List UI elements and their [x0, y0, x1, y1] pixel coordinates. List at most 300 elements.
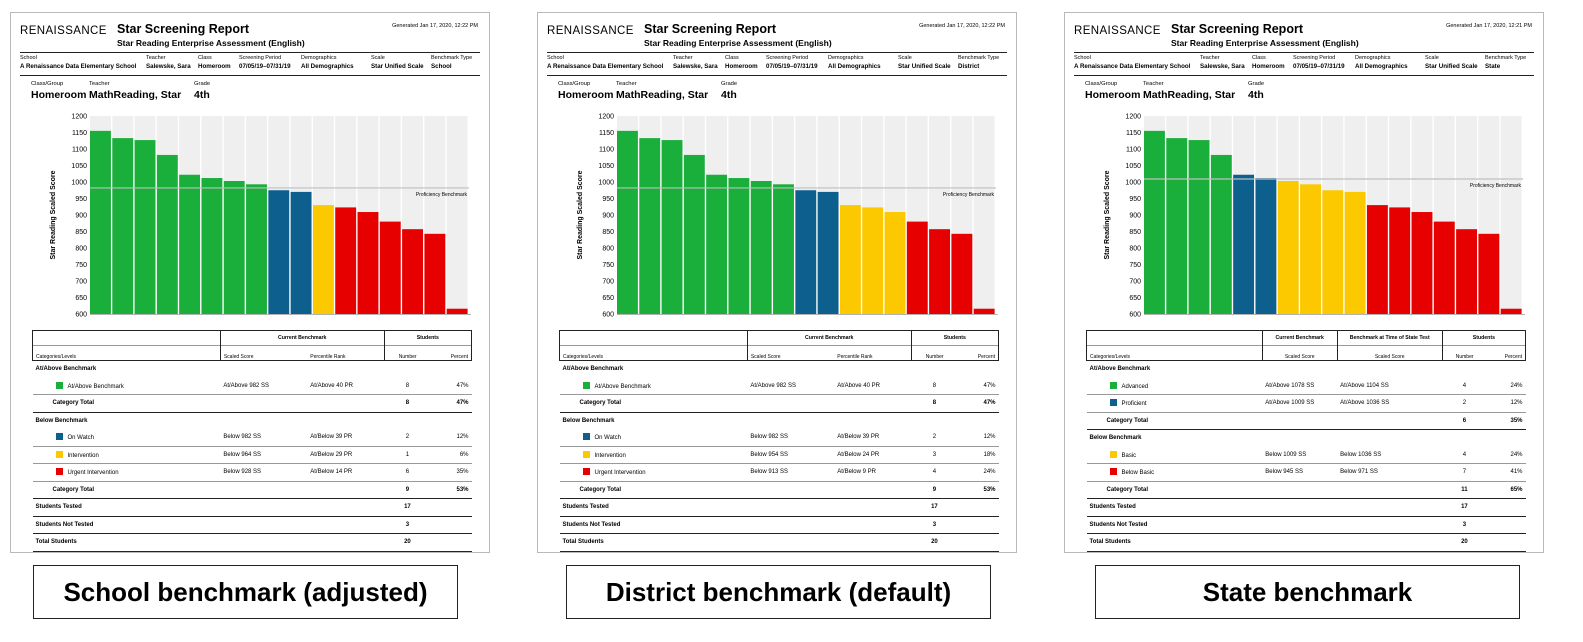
- total-number: 8: [911, 395, 958, 413]
- level-label: At/Above Benchmark: [594, 383, 651, 390]
- at-above-group-row: [33, 361, 472, 378]
- class-label: Teacher: [89, 81, 110, 87]
- chart-bar: [929, 229, 950, 314]
- chart-bar: [1456, 229, 1477, 314]
- col3-cell: At/Below 9 PR: [834, 464, 911, 482]
- table-header-row: [560, 331, 999, 346]
- meta-value: Salewske, Sara: [1200, 63, 1245, 70]
- scaled-score-cell: At/Above 982 SS: [220, 378, 307, 395]
- class-label: Teacher: [616, 81, 637, 87]
- total-students-row-label: Total Students: [560, 534, 912, 552]
- meta-label: Screening Period: [1293, 55, 1336, 61]
- chart-bar: [268, 190, 289, 314]
- number-cell: 7: [1442, 464, 1486, 482]
- group-label: Below Benchmark: [1089, 435, 1142, 442]
- category-total-row: [33, 481, 472, 499]
- meta-label: School: [1074, 55, 1091, 61]
- report-meta-row: [547, 52, 1007, 76]
- class-field: [1248, 81, 1264, 101]
- y-tick-label: 750: [602, 262, 614, 269]
- number-cell: 8: [384, 378, 431, 395]
- meta-label: Scale: [1425, 55, 1439, 61]
- students-tested-row-label: Students Tested: [1087, 499, 1443, 517]
- chart-bar: [380, 222, 401, 314]
- meta-value: School: [431, 63, 452, 70]
- report-meta-row: [1074, 52, 1534, 76]
- generated-timestamp: Generated Jan 17, 2020, 12:21 PM: [1446, 23, 1532, 29]
- level-color-swatch: [56, 433, 63, 440]
- chart-bar: [335, 207, 356, 314]
- percent-cell: 12%: [958, 429, 999, 446]
- current-benchmark-header: Current Benchmark: [220, 331, 384, 346]
- meta-field: [371, 55, 424, 70]
- category-cell: [560, 446, 748, 464]
- category-total-label: Category Total: [560, 481, 912, 499]
- y-tick-label: 1050: [1125, 163, 1141, 170]
- level-label: At/Above Benchmark: [67, 383, 124, 390]
- meta-field: [1074, 55, 1190, 70]
- students-tested-row-value: 17: [1442, 499, 1486, 517]
- benchmark-label: Proficiency Benchmark: [415, 191, 467, 198]
- category-cell: [560, 429, 748, 446]
- number-cell: 2: [384, 429, 431, 446]
- class-label: Class/Group: [31, 81, 64, 87]
- meta-value: Star Unified Scale: [371, 63, 424, 70]
- category-total-row: [560, 395, 999, 413]
- total-percent: 53%: [431, 481, 472, 499]
- at-above-group-row: [560, 361, 999, 378]
- scaled-score-cell: At/Above 1009 SS: [1262, 395, 1337, 413]
- scaled-score-cell: Below 1009 SS: [1262, 447, 1337, 464]
- total-number: 8: [384, 395, 431, 413]
- chart-bar: [1233, 175, 1254, 314]
- y-tick-label: 800: [1129, 245, 1141, 253]
- percent-cell: 18%: [958, 446, 999, 464]
- number-cell: 3: [911, 446, 958, 464]
- meta-label: Benchmark Type: [958, 55, 1000, 61]
- meta-label: Benchmark Type: [1485, 55, 1527, 61]
- percent-cell: 24%: [1487, 447, 1526, 464]
- meta-value: Homeroom: [1252, 63, 1285, 70]
- category-cell: [1087, 395, 1263, 413]
- meta-label: Teacher: [146, 55, 166, 61]
- report-panel-school: [10, 12, 490, 553]
- report-panel-district: [537, 12, 1017, 553]
- benchmark-table: [1086, 330, 1526, 552]
- meta-field: [828, 55, 881, 70]
- table-row: [33, 378, 472, 395]
- students-tested-row-label: Students Tested: [33, 499, 385, 517]
- categories-header: Categories/Levels: [33, 346, 221, 361]
- table-row: [33, 429, 472, 446]
- col3-subheader: Scaled Score: [1337, 346, 1442, 361]
- group-label: Below Benchmark: [35, 417, 88, 424]
- y-tick-label: 650: [75, 295, 87, 302]
- percent-header: Percent: [431, 346, 472, 361]
- group-label: At/Above Benchmark: [1089, 366, 1151, 373]
- class-field: [721, 81, 737, 101]
- class-value: 4th: [1248, 89, 1264, 101]
- y-tick-label: 700: [1129, 278, 1141, 286]
- meta-value: District: [958, 63, 980, 70]
- number-header: Number: [384, 346, 431, 361]
- report-subtitle: Star Reading Enterprise Assessment (English): [644, 38, 832, 48]
- table-row: [560, 446, 999, 464]
- meta-value: A Renaissance Data Elementary School: [1074, 63, 1191, 70]
- col3-cell: At/Below 29 PR: [307, 446, 384, 464]
- header-blank: [560, 331, 748, 346]
- y-tick-label: 1150: [71, 130, 87, 137]
- total-percent: 47%: [958, 395, 999, 413]
- report-subtitle: Star Reading Enterprise Assessment (English): [117, 38, 305, 48]
- level-color-swatch: [56, 451, 63, 458]
- table-row: [33, 446, 472, 464]
- report-panel-state: [1064, 12, 1544, 553]
- total-students-row: [33, 534, 472, 552]
- students-tested-row-blank: [1487, 499, 1526, 517]
- chart-bar: [1255, 178, 1276, 314]
- category-total-label: Category Total: [1087, 481, 1443, 499]
- meta-field: [725, 55, 758, 70]
- percent-cell: 24%: [958, 464, 999, 482]
- total-percent: 65%: [1487, 481, 1526, 499]
- renaissance-logo: RENAISSANCE: [547, 25, 634, 37]
- table-row: [1087, 464, 1526, 482]
- students-not-tested-row: [1087, 516, 1526, 534]
- meta-field: [673, 55, 718, 70]
- meta-label: Screening Period: [239, 55, 282, 61]
- total-percent: 47%: [431, 395, 472, 413]
- students-not-tested-row-blank: [958, 516, 999, 534]
- current-benchmark-header: Current Benchmark: [1262, 331, 1337, 346]
- class-field: [89, 81, 181, 101]
- report-title: Star Screening Report: [117, 22, 249, 36]
- class-info-row: [31, 81, 451, 107]
- students-header: Students: [911, 331, 998, 346]
- level-color-swatch: [583, 382, 590, 389]
- class-label: Class/Group: [558, 81, 591, 87]
- report-title: Star Screening Report: [1171, 22, 1303, 36]
- y-tick-label: 1100: [1125, 146, 1141, 154]
- table-row: [560, 429, 999, 446]
- categories-header: Categories/Levels: [560, 346, 748, 361]
- number-cell: 4: [1442, 447, 1486, 464]
- report-subtitle: Star Reading Enterprise Assessment (English): [1171, 38, 1359, 48]
- y-tick-label: 1100: [598, 146, 614, 154]
- scaled-score-cell: Below 954 SS: [747, 446, 834, 464]
- chart-bar: [862, 207, 883, 314]
- meta-field: [1200, 55, 1245, 70]
- total-students-row-blank: [958, 534, 999, 552]
- total-number: 9: [384, 481, 431, 499]
- meta-field: [1355, 55, 1408, 70]
- y-tick-label: 1000: [1125, 179, 1141, 187]
- y-tick-label: 750: [75, 262, 87, 269]
- meta-label: Class: [198, 55, 212, 61]
- percent-cell: 41%: [1487, 464, 1526, 482]
- chart-bar: [773, 184, 794, 314]
- chart-column-bg: [1501, 116, 1522, 314]
- chart-bar: [358, 212, 379, 314]
- y-tick-label: 650: [1129, 295, 1141, 302]
- screening-bar-chart: [562, 111, 998, 323]
- scaled-score-cell: Below 982 SS: [747, 429, 834, 446]
- total-number: 9: [911, 481, 958, 499]
- y-axis-title: Star Reading Scaled Score: [1104, 170, 1111, 260]
- students-not-tested-row-label: Students Not Tested: [1087, 516, 1443, 534]
- chart-bar: [885, 212, 906, 314]
- col3-cell: At/Above 40 PR: [834, 378, 911, 395]
- chart-bar: [1345, 192, 1366, 314]
- col3-subheader: Percentile Rank: [307, 346, 384, 361]
- class-value: 4th: [194, 89, 210, 101]
- percent-cell: 24%: [1487, 378, 1526, 395]
- category-cell: [33, 378, 221, 395]
- meta-field: [958, 55, 999, 70]
- chart-bar: [1322, 190, 1343, 314]
- meta-field: [1485, 55, 1526, 70]
- current-benchmark-header: Current Benchmark: [747, 331, 911, 346]
- level-color-swatch: [56, 468, 63, 475]
- level-label: Advanced: [1121, 383, 1149, 390]
- meta-field: [1425, 55, 1478, 70]
- chart-bar: [1478, 234, 1499, 314]
- y-tick-label: 1100: [71, 146, 87, 154]
- table-row: [560, 378, 999, 395]
- category-cell: [1087, 464, 1263, 482]
- meta-field: [198, 55, 231, 70]
- chart-bar: [313, 205, 334, 314]
- y-tick-label: 750: [1129, 262, 1141, 269]
- category-total-label: Category Total: [33, 395, 385, 413]
- chart-bar: [112, 138, 133, 314]
- scaled-score-cell: Below 928 SS: [220, 464, 307, 482]
- scaled-score-cell: Below 964 SS: [220, 446, 307, 464]
- report-meta-row: [20, 52, 480, 76]
- chart-bar: [447, 309, 468, 314]
- class-info-row: [558, 81, 978, 107]
- scaled-score-cell: At/Above 982 SS: [747, 378, 834, 395]
- y-tick-label: 600: [1129, 311, 1141, 319]
- percent-header: Percent: [1487, 346, 1526, 361]
- class-value: Homeroom: [31, 89, 87, 101]
- category-total-row: [1087, 412, 1526, 430]
- y-tick-label: 1150: [598, 130, 614, 137]
- meta-label: Scale: [371, 55, 385, 61]
- students-not-tested-row-value: 3: [384, 516, 431, 534]
- scaled-score-cell: At/Above 1078 SS: [1262, 378, 1337, 395]
- level-color-swatch: [583, 451, 590, 458]
- category-cell: [33, 429, 221, 446]
- percent-header: Percent: [958, 346, 999, 361]
- number-header: Number: [1442, 346, 1486, 361]
- chart-bar: [179, 175, 200, 314]
- level-color-swatch: [1110, 399, 1117, 406]
- students-not-tested-row: [560, 516, 999, 534]
- meta-value: All Demographics: [828, 63, 881, 70]
- y-tick-label: 1200: [598, 113, 614, 121]
- number-header: Number: [911, 346, 958, 361]
- percent-cell: 47%: [958, 378, 999, 395]
- meta-value: Star Unified Scale: [898, 63, 951, 70]
- chart-bar: [751, 181, 772, 314]
- meta-label: Class: [725, 55, 739, 61]
- total-students-row-value: 20: [911, 534, 958, 552]
- total-students-row-blank: [431, 534, 472, 552]
- level-label: Urgent Intervention: [67, 470, 119, 477]
- table-subheader-row: [1087, 346, 1526, 361]
- col3-cell: Below 971 SS: [1337, 464, 1442, 482]
- level-color-swatch: [1110, 451, 1117, 458]
- total-students-row-value: 20: [384, 534, 431, 552]
- class-label: Teacher: [1143, 81, 1164, 87]
- chart-bar: [1300, 184, 1321, 314]
- screening-bar-chart: [35, 111, 471, 323]
- percent-cell: 35%: [431, 464, 472, 482]
- y-tick-label: 1200: [71, 113, 87, 121]
- meta-label: Class: [1252, 55, 1266, 61]
- y-tick-label: 1000: [71, 179, 87, 187]
- meta-value: All Demographics: [1355, 63, 1408, 70]
- level-label: Intervention: [594, 452, 626, 459]
- y-tick-label: 1150: [1125, 130, 1141, 137]
- report-header: [20, 19, 480, 55]
- class-value: Homeroom: [1085, 89, 1141, 101]
- renaissance-logo: RENAISSANCE: [1074, 25, 1161, 37]
- class-field: [1085, 81, 1140, 101]
- chart-column-bg: [974, 116, 995, 314]
- class-label: Grade: [721, 81, 738, 87]
- scaled-score-header: Scaled Score: [220, 346, 307, 361]
- class-field: [616, 81, 708, 101]
- category-total-label: Category Total: [33, 481, 385, 499]
- state-benchmark-header: Benchmark at Time of State Test: [1337, 331, 1442, 346]
- chart-bar: [1501, 309, 1522, 314]
- class-value: MathReading, Star: [1143, 89, 1236, 101]
- y-tick-label: 700: [602, 278, 614, 286]
- scaled-score-header: Scaled Score: [747, 346, 834, 361]
- chart-bar: [224, 181, 245, 314]
- class-label: Grade: [1248, 81, 1265, 87]
- category-total-row: [1087, 481, 1526, 499]
- chart-bar: [1389, 207, 1410, 314]
- chart-bar: [135, 140, 156, 314]
- level-color-swatch: [1110, 382, 1117, 389]
- total-students-row-value: 20: [1442, 534, 1486, 552]
- students-not-tested-row: [33, 516, 472, 534]
- number-cell: 8: [911, 378, 958, 395]
- table-row: [1087, 447, 1526, 464]
- scaled-score-cell: Below 982 SS: [220, 429, 307, 446]
- total-percent: 35%: [1487, 412, 1526, 430]
- students-tested-row-value: 17: [384, 499, 431, 517]
- chart-bar: [684, 155, 705, 314]
- group-label: At/Above Benchmark: [35, 366, 97, 373]
- y-tick-label: 1200: [1125, 113, 1141, 121]
- chart-bar: [795, 190, 816, 314]
- table-row: [1087, 395, 1526, 413]
- meta-value: A Renaissance Data Elementary School: [547, 63, 664, 70]
- y-tick-label: 900: [602, 212, 614, 220]
- meta-field: [146, 55, 191, 70]
- chart-bar: [1166, 138, 1187, 314]
- chart-bar: [90, 131, 111, 314]
- number-cell: 6: [384, 464, 431, 482]
- chart-bar: [201, 178, 222, 314]
- table-subheader-row: [33, 346, 472, 361]
- meta-field: [1293, 55, 1345, 70]
- generated-timestamp: Generated Jan 17, 2020, 12:22 PM: [392, 23, 478, 29]
- meta-label: Scale: [898, 55, 912, 61]
- class-value: Homeroom: [558, 89, 614, 101]
- screening-bar-chart: [1089, 111, 1525, 323]
- percent-cell: 12%: [1487, 395, 1526, 413]
- below-group-row: [33, 412, 472, 429]
- chart-bar: [974, 309, 995, 314]
- y-tick-label: 600: [602, 311, 614, 319]
- below-group-row: [560, 412, 999, 429]
- number-cell: 2: [1442, 395, 1486, 413]
- chart-bar: [1434, 222, 1455, 314]
- benchmark-table: [32, 330, 472, 552]
- y-tick-label: 800: [602, 245, 614, 253]
- chart-column-bg: [447, 116, 468, 314]
- meta-value: 07/05/19–07/31/19: [766, 63, 818, 70]
- benchmark-label: Proficiency Benchmark: [1469, 183, 1521, 190]
- students-header: Students: [1442, 331, 1525, 346]
- meta-field: [301, 55, 354, 70]
- report-header: [1074, 19, 1534, 55]
- meta-label: Benchmark Type: [431, 55, 473, 61]
- number-cell: 4: [1442, 378, 1486, 395]
- category-cell: [560, 464, 748, 482]
- meta-value: State: [1485, 63, 1501, 70]
- y-tick-label: 700: [75, 278, 87, 286]
- meta-value: All Demographics: [301, 63, 354, 70]
- table-header-row: [33, 331, 472, 346]
- y-tick-label: 1050: [71, 163, 87, 170]
- chart-bar: [291, 192, 312, 314]
- chart-bar: [907, 222, 928, 314]
- level-label: On Watch: [594, 435, 621, 442]
- chart-bar: [706, 175, 727, 314]
- y-tick-label: 1000: [598, 179, 614, 187]
- chart-bar: [1144, 131, 1165, 314]
- meta-label: School: [547, 55, 564, 61]
- col3-cell: At/Above 1104 SS: [1337, 378, 1442, 395]
- level-label: Below Basic: [1121, 470, 1155, 477]
- level-color-swatch: [583, 468, 590, 475]
- meta-value: Salewske, Sara: [673, 63, 718, 70]
- category-total-label: Category Total: [1087, 412, 1443, 430]
- benchmark-label: Proficiency Benchmark: [942, 191, 994, 198]
- meta-value: Salewske, Sara: [146, 63, 191, 70]
- chart-bar: [951, 234, 972, 314]
- y-tick-label: 850: [1129, 229, 1141, 236]
- table-row: [1087, 378, 1526, 395]
- y-tick-label: 800: [75, 245, 87, 253]
- col3-cell: At/Below 24 PR: [834, 446, 911, 464]
- total-number: 6: [1442, 412, 1486, 430]
- level-label: On Watch: [67, 435, 94, 442]
- y-tick-label: 850: [602, 229, 614, 236]
- chart-bar: [1189, 140, 1210, 314]
- below-group-row: [1087, 430, 1526, 447]
- class-field: [558, 81, 613, 101]
- y-tick-label: 950: [1129, 196, 1141, 203]
- total-students-row-label: Total Students: [33, 534, 385, 552]
- caption-box: District benchmark (default): [566, 565, 991, 619]
